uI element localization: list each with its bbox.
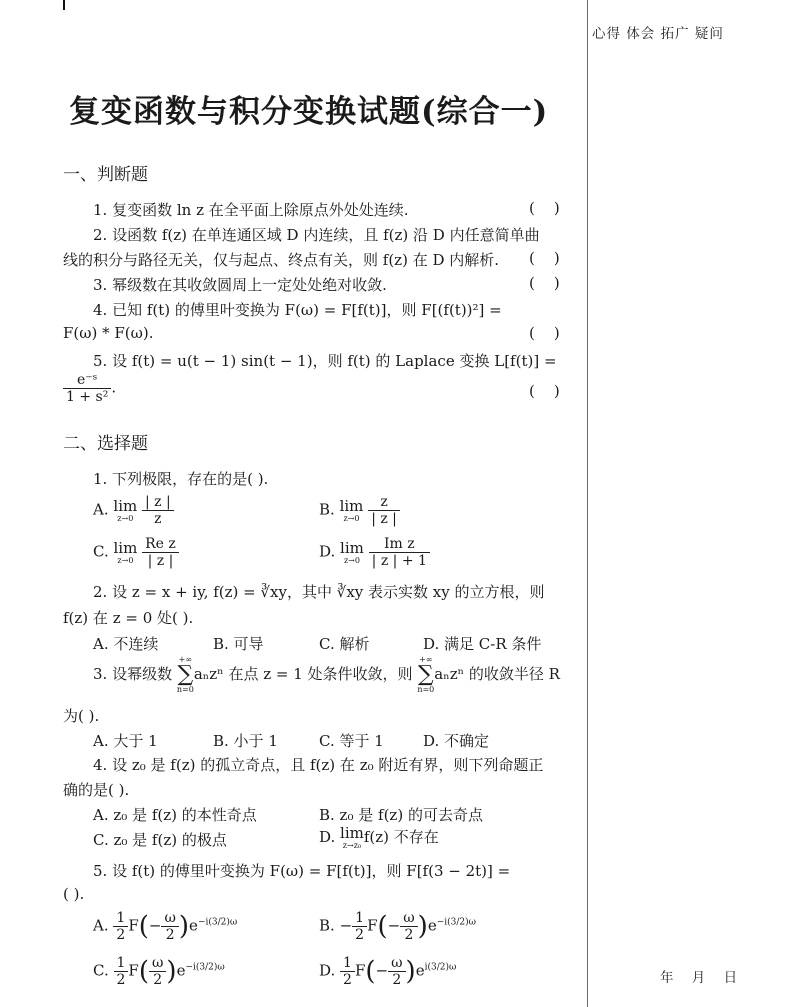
answer-blank-5: ( ) (529, 382, 560, 400)
right-paren: ) (405, 956, 416, 987)
coef-fraction (113, 910, 128, 943)
sum-lower-limit: n=0 (176, 685, 194, 694)
mc5-option-d (319, 955, 456, 988)
fraction-numerator: 1 (114, 955, 129, 972)
lim-subscript: z→0 (343, 513, 360, 523)
fraction-numerator: ω (161, 910, 178, 927)
fraction-numerator: 1 (340, 955, 355, 972)
fraction-numerator: 1 (113, 910, 128, 927)
series-term: aₙzⁿ (434, 665, 465, 683)
function-symbol: F (354, 961, 366, 980)
series-term: aₙzⁿ (193, 665, 224, 683)
exp-base: e (176, 961, 186, 980)
inner-sign: − (148, 916, 162, 935)
mc1-option-b (319, 494, 400, 527)
fraction-denominator: | z | + 1 (371, 553, 427, 570)
exp-power: −i(3/2)ω (185, 962, 225, 973)
arg-fraction (388, 955, 405, 988)
fraction-denominator: 2 (116, 927, 126, 944)
mc3-option-a: A. 大于 1 (93, 732, 158, 750)
limit-operator (113, 496, 138, 523)
mc5-option-c (93, 955, 225, 988)
limit-operator (340, 826, 364, 850)
exp-power: −i(3/2)ω (436, 917, 476, 928)
lim-subscript: z→0 (343, 555, 360, 565)
answer-blank-1: ( ) (529, 199, 560, 217)
right-paren: ) (417, 911, 428, 942)
fraction-denominator: 2 (165, 927, 175, 944)
inner-sign: − (387, 916, 401, 935)
mc-question-3-line2: 为( ). (63, 707, 100, 725)
summation-symbol (177, 656, 194, 694)
tf-question-3: 3. 幂级数在其收敛圆周上一定处处绝对收敛. (93, 276, 387, 294)
margin-header: 心得 体会 拓广 疑问 (592, 26, 724, 42)
sum-upper-limit: +∞ (178, 655, 193, 664)
margin-divider (587, 0, 588, 1007)
option-label: A. (93, 500, 109, 519)
fraction-denominator: 1 + s² (66, 389, 109, 406)
sigma-glyph: ∑ (177, 662, 194, 687)
fraction-numerator: z (368, 494, 400, 511)
section-heading-true-false: 一、判断题 (63, 165, 148, 185)
left-paren: ( (138, 911, 149, 942)
mc2-option-c: C. 解析 (319, 635, 370, 653)
fraction-denominator: 2 (355, 927, 365, 944)
answer-blank-3: ( ) (529, 274, 560, 292)
mc-question-5-line1: 5. 设 f(t) 的傅里叶变换为 F(ω) = F[f(t)]，则 F[f(3 − 2t)] = (93, 862, 511, 880)
lim-subscript: z→z₀ (342, 841, 362, 850)
mc-question-3-line1 (93, 656, 560, 694)
arg-fraction (161, 910, 178, 943)
fraction-numerator: ω (388, 955, 405, 972)
tf-question-4-line1: 4. 已知 f(t) 的傅里叶变换为 F(ω) = F[f(t)]，则 F[(f(t))²] = (93, 301, 502, 319)
mc-question-2-line2: f(z) 在 z = 0 处( ). (63, 609, 194, 627)
option-fraction (369, 536, 430, 569)
mc2-option-d: D. 满足 C-R 条件 (423, 635, 542, 653)
mc3-option-c: C. 等于 1 (319, 732, 384, 750)
lim-text: lim (113, 538, 138, 557)
fraction-numerator: ω (400, 910, 417, 927)
mc4-option-a: A. z₀ 是 f(z) 的本性奇点 (93, 806, 257, 824)
option-label: B. (319, 500, 335, 519)
tf-question-4-line2: F(ω) * F(ω). (63, 324, 154, 342)
fraction-numerator: | z | (142, 494, 174, 511)
sentence-period: . (111, 378, 117, 397)
mc-question-2-line1: 2. 设 z = x + iy, f(z) = ∛xy，其中 ∛xy 表示实数 xy 的立方根，则 (93, 583, 545, 601)
summation-symbol (417, 656, 434, 694)
fraction-denominator: 2 (392, 972, 402, 989)
mc5-option-b (319, 910, 476, 943)
function-symbol: F (367, 916, 378, 935)
answer-blank-4: ( ) (529, 324, 560, 342)
mc3-option-d: D. 不确定 (423, 732, 490, 750)
sum-upper-limit: +∞ (419, 655, 433, 664)
left-paren: ( (365, 956, 376, 987)
fraction-numerator: 1 (352, 910, 367, 927)
coef-fraction (340, 955, 355, 988)
lim-subscript: z→0 (117, 513, 134, 523)
option-fraction (142, 494, 174, 527)
option-text: f(z) 不存在 (363, 828, 439, 846)
option-fraction (142, 536, 179, 569)
limit-operator (340, 538, 364, 565)
tf-question-1: 1. 复变函数 ln z 在全平面上除原点外处处连续. (93, 201, 409, 219)
option-label: C. (93, 542, 109, 561)
exp-base: e (415, 961, 425, 980)
lim-text: lim (113, 496, 138, 515)
sigma-glyph: ∑ (417, 662, 434, 687)
sum-lower-limit: n=0 (417, 685, 435, 694)
exp-power: −i(3/2)ω (197, 917, 238, 928)
option-sign: − (339, 916, 353, 935)
mc-question-4-line2: 确的是( ). (63, 781, 130, 799)
mc1-option-d (319, 536, 430, 569)
limit-operator (113, 538, 138, 565)
inner-sign: − (375, 961, 389, 980)
mc-question-4-line1: 4. 设 z₀ 是 f(z) 的孤立奇点，且 f(z) 在 z₀ 附近有界，则下列命题正 (93, 756, 544, 774)
arg-fraction (400, 910, 417, 943)
mc4-option-b: B. z₀ 是 f(z) 的可去奇点 (319, 806, 483, 824)
option-label: C. (93, 961, 109, 980)
coef-fraction (352, 910, 367, 943)
q3-prefix: 3. 设幂级数 (93, 665, 173, 683)
q3-suffix: 的收敛半径 R (468, 665, 560, 683)
exp-base: e (189, 916, 198, 935)
fraction-denominator: | z | (371, 511, 397, 528)
lim-subscript: z→0 (117, 555, 134, 565)
fraction-denominator: 2 (404, 927, 414, 944)
exp-base: e (427, 916, 437, 935)
tf-question-2-line2: 线的积分与路径无关，仅与起点、终点有关，则 f(z) 在 D 内解析. (63, 251, 500, 269)
mc4-option-d (319, 826, 439, 850)
section-heading-multiple-choice: 二、选择题 (63, 434, 148, 454)
mc1-option-a (93, 494, 174, 527)
answer-blank-2: ( ) (529, 249, 560, 267)
fraction-denominator: z (154, 511, 162, 528)
corner-mark (63, 0, 65, 10)
fraction-numerator: e⁻ˢ (63, 372, 111, 389)
function-symbol: F (128, 916, 139, 935)
fraction-denominator: 2 (343, 972, 352, 989)
tf-question-5-line1: 5. 设 f(t) = u(t − 1) sin(t − 1)，则 f(t) 的 Laplace 变换 L[f(t)] = (93, 352, 557, 370)
right-paren: ) (178, 911, 190, 942)
fraction-denominator: 2 (116, 972, 126, 989)
fraction-denominator: 2 (153, 972, 163, 989)
option-fraction (368, 494, 400, 527)
left-paren: ( (138, 956, 149, 987)
mc1-option-c (93, 536, 179, 569)
arg-fraction (149, 955, 166, 988)
mc2-option-b: B. 可导 (213, 635, 264, 653)
mc3-option-b: B. 小于 1 (213, 732, 278, 750)
function-symbol: F (128, 961, 139, 980)
lim-text: lim (339, 496, 364, 515)
tf-question-2-line1: 2. 设函数 f(z) 在单连通区域 D 内连续，且 f(z) 沿 D 内任意简单曲 (93, 226, 540, 244)
option-label: B. (319, 916, 335, 935)
mc2-option-a: A. 不连续 (93, 635, 159, 653)
mc-question-5-line2: ( ). (63, 885, 85, 903)
fraction-numerator: Re z (142, 536, 179, 553)
fraction-numerator: ω (149, 955, 166, 972)
option-label: D. (319, 542, 336, 561)
q3-middle: 在点 z = 1 处条件收敛，则 (228, 665, 413, 683)
tf-question-5-line2 (63, 372, 116, 405)
mc-question-1-stem: 1. 下列极限，存在的是( ). (93, 470, 269, 488)
left-paren: ( (377, 911, 388, 942)
fraction-denominator: | z | (147, 553, 174, 570)
option-label: A. (93, 916, 109, 935)
limit-operator (339, 496, 364, 523)
lim-text: lim (340, 538, 364, 557)
mc5-option-a (93, 910, 237, 943)
exp-power: i(3/2)ω (424, 962, 457, 973)
coef-fraction (114, 955, 129, 988)
right-paren: ) (166, 956, 177, 987)
lim-text: lim (340, 824, 364, 842)
page-title: 复变函数与积分变换试题(综合一) (69, 94, 549, 130)
margin-footer-date: 年 月 日 (660, 970, 738, 986)
option-label: D. (319, 828, 336, 846)
mc4-option-c: C. z₀ 是 f(z) 的极点 (93, 831, 227, 849)
fraction-numerator: Im z (369, 536, 430, 553)
laplace-fraction (63, 372, 111, 405)
option-label: D. (319, 961, 336, 980)
